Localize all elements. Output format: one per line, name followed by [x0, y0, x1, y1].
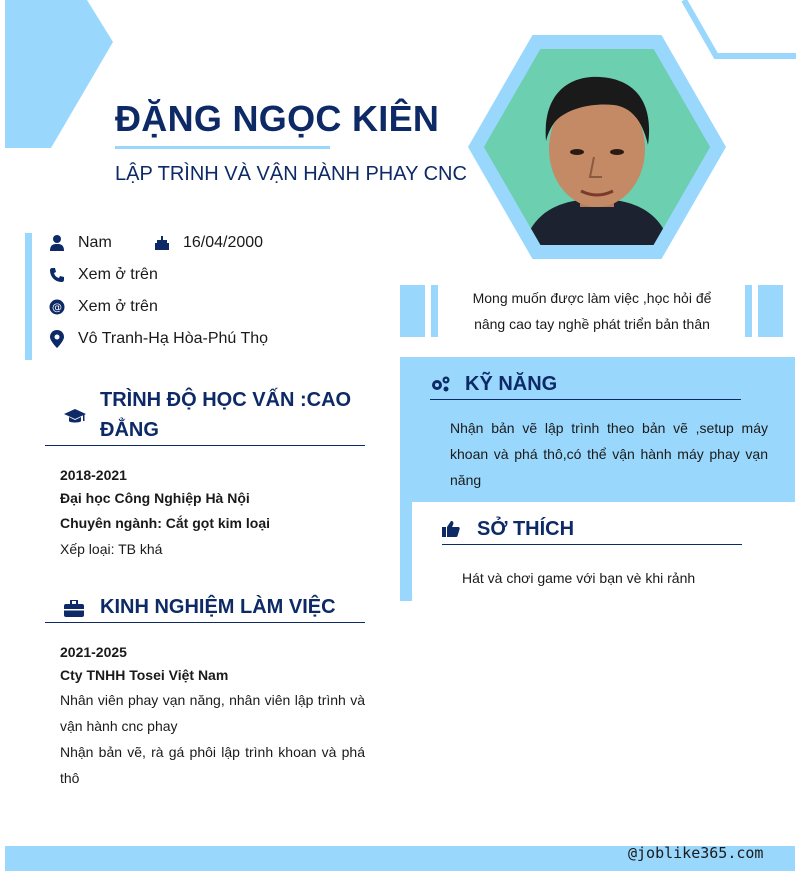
- profile-photo-frame: [468, 35, 726, 259]
- objective-bar-left-thin: [431, 285, 438, 337]
- experience-desc-2: Nhận bản vẽ, rà gá phôi lập trình khoan và phá thô: [60, 744, 365, 786]
- education-divider: [45, 445, 365, 446]
- hobbies-heading: SỞ THÍCH: [477, 518, 575, 540]
- education-heading: [100, 385, 351, 445]
- birthday-value: 16/04/2000: [183, 234, 264, 251]
- skills-divider: [430, 399, 741, 400]
- objective-bar-right-thick: [758, 285, 783, 337]
- cake-icon: [153, 234, 171, 252]
- education-grade: Xếp loại: TB khá: [60, 541, 163, 557]
- at-sign-icon: [48, 298, 66, 316]
- education-major: Chuyên ngành: Cắt gọt kim loại: [60, 515, 271, 531]
- address-value: Vô Tranh-Hạ Hòa-Phú Thọ: [78, 330, 269, 347]
- graduation-cap-icon: [64, 405, 86, 427]
- skills-heading: KỸ NĂNG: [465, 373, 558, 395]
- map-pin-icon: [48, 330, 66, 348]
- phone-value: Xem ở trên: [78, 266, 158, 283]
- corner-decoration-left: [5, 0, 113, 148]
- thumbs-up-icon: [440, 518, 462, 540]
- email-row: [48, 298, 158, 316]
- objective-text: [460, 285, 724, 337]
- email-value: Xem ở trên: [78, 298, 158, 315]
- education-heading-line-2: ĐẲNG: [100, 419, 159, 441]
- education-period: 2018-2021: [60, 467, 127, 483]
- job-title: LẬP TRÌNH VÀ VẬN HÀNH PHAY CNC: [115, 163, 467, 185]
- skills-text: Nhận bản vẽ lập trình theo bản vẽ ,setup máy khoan và phá thô,có thể vận hành máy phay vạn năng: [450, 420, 768, 488]
- footer-watermark: @joblike365.com: [628, 844, 764, 862]
- candidate-name: ĐẶNG NGỌC KIÊN: [115, 98, 440, 139]
- experience-desc-1: Nhân viên phay vạn năng, nhân viên lập trình và vận hành cnc phay: [60, 692, 365, 734]
- birthday-row: [153, 234, 263, 252]
- gears-icon: [429, 373, 451, 395]
- hobbies-accent-bar: [400, 502, 412, 601]
- svg-text:@: @: [52, 302, 62, 314]
- education-heading-line-1: TRÌNH ĐỘ HỌC VẤN :CAO: [100, 389, 352, 411]
- address-row: [48, 330, 268, 348]
- briefcase-icon: [63, 597, 85, 619]
- experience-heading: KINH NGHIỆM LÀM VIỆC: [100, 596, 336, 618]
- experience-company: Cty TNHH Tosei Việt Nam: [60, 667, 229, 683]
- experience-divider: [45, 622, 365, 623]
- experience-period: 2021-2025: [60, 644, 127, 660]
- user-icon: [48, 234, 66, 252]
- objective-bar-left-thick: [400, 285, 425, 337]
- objective-bar-right-thin: [745, 285, 752, 337]
- hobbies-divider: [442, 544, 742, 545]
- education-school: Đại học Công Nghiệp Hà Nội: [60, 490, 250, 506]
- objective-line-2: nâng cao tay nghề phát triển bản thân: [474, 316, 710, 332]
- gender-value: Nam: [78, 234, 112, 251]
- name-underline: [115, 146, 330, 149]
- info-accent-bar: [25, 233, 32, 360]
- gender-row: [48, 234, 112, 252]
- objective-box: [400, 285, 784, 337]
- phone-row: [48, 266, 158, 284]
- objective-line-1: Mong muốn được làm việc ,học hỏi để: [472, 290, 712, 306]
- phone-icon: [48, 266, 66, 284]
- hobbies-text: Hát và chơi game với bạn vè khi rảnh: [462, 570, 696, 586]
